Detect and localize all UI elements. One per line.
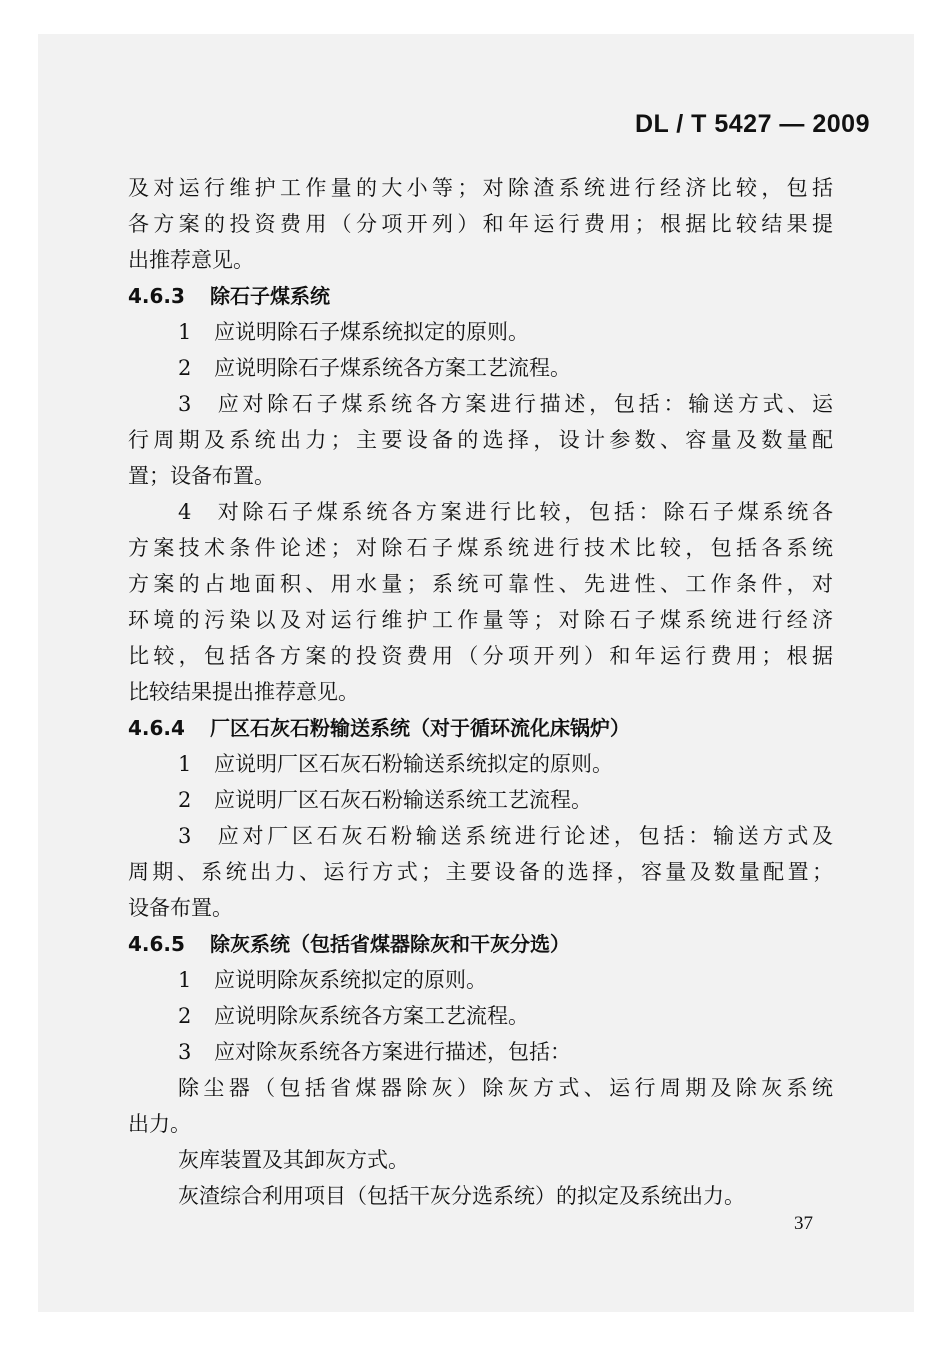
item-number: 3 bbox=[178, 392, 192, 416]
paragraph-line: 灰渣综合利用项目（包括干灰分选系统）的拟定及系统出力。 bbox=[178, 1184, 745, 1208]
list-item bbox=[128, 350, 833, 386]
paragraph-line: 除尘器（包括省煤器除灰）除灰方式、运行周期及除灰系统 bbox=[178, 1076, 833, 1100]
section-number: 4.6.4 bbox=[128, 716, 185, 740]
item-text: 应说明除石子煤系统各方案工艺流程。 bbox=[214, 356, 571, 380]
item-number: 1 bbox=[178, 752, 192, 776]
paragraph-line: 比较，包括各方案的投资费用（分项开列）和年运行费用；根据 bbox=[128, 644, 833, 668]
item-text: 对除石子煤系统各方案进行比较，包括：除石子煤系统各 bbox=[214, 500, 833, 524]
item-number: 4 bbox=[178, 500, 192, 524]
paragraph-line: 出力。 bbox=[128, 1112, 191, 1136]
list-item bbox=[128, 782, 833, 818]
paragraph-line: 及对运行维护工作量的大小等；对除渣系统进行经济比较，包括 bbox=[128, 176, 833, 200]
item-number: 2 bbox=[178, 788, 192, 812]
item-text: 应对厂区石灰石粉输送系统进行论述，包括：输送方式及 bbox=[214, 824, 833, 848]
list-item bbox=[128, 818, 833, 854]
list-item bbox=[128, 746, 833, 782]
page-content bbox=[128, 170, 833, 1214]
item-text: 应说明除石子煤系统拟定的原则。 bbox=[214, 320, 529, 344]
item-text: 应对除石子煤系统各方案进行描述，包括：输送方式、运 bbox=[214, 392, 833, 416]
item-number: 2 bbox=[178, 1004, 192, 1028]
paragraph-line: 方案的占地面积、用水量；系统可靠性、先进性、工作条件，对 bbox=[128, 572, 833, 596]
standard-code: DL / T 5427 — 2009 bbox=[634, 110, 870, 138]
paragraph-line: 出推荐意见。 bbox=[128, 248, 254, 272]
paragraph-line: 周期、系统出力、运行方式；主要设备的选择，容量及数量配置； bbox=[128, 860, 833, 884]
section-title: 除石子煤系统 bbox=[210, 284, 330, 308]
paragraph-line: 行周期及系统出力；主要设备的选择，设计参数、容量及数量配 bbox=[128, 428, 833, 452]
item-text: 应对除灰系统各方案进行描述，包括： bbox=[214, 1040, 571, 1064]
section-title: 厂区石灰石粉输送系统（对于循环流化床锅炉） bbox=[210, 716, 630, 740]
item-number: 2 bbox=[178, 356, 192, 380]
section-title: 除灰系统（包括省煤器除灰和干灰分选） bbox=[210, 932, 570, 956]
page-number: 37 bbox=[794, 1213, 813, 1234]
paragraph-line: 环境的污染以及对运行维护工作量等；对除石子煤系统进行经济 bbox=[128, 608, 833, 632]
list-item bbox=[128, 314, 833, 350]
list-item bbox=[128, 962, 833, 998]
item-number: 3 bbox=[178, 824, 192, 848]
list-item bbox=[128, 998, 833, 1034]
item-text: 应说明除灰系统拟定的原则。 bbox=[214, 968, 487, 992]
item-number: 1 bbox=[178, 320, 192, 344]
paragraph-line: 置；设备布置。 bbox=[128, 464, 275, 488]
item-number: 1 bbox=[178, 968, 192, 992]
section-number: 4.6.3 bbox=[128, 284, 185, 308]
paragraph-line: 各方案的投资费用（分项开列）和年运行费用；根据比较结果提 bbox=[128, 212, 833, 236]
paragraph-line: 灰库装置及其卸灰方式。 bbox=[178, 1148, 409, 1172]
list-item bbox=[128, 1034, 833, 1070]
list-item bbox=[128, 386, 833, 422]
paragraph-line: 方案技术条件论述；对除石子煤系统进行技术比较，包括各系统 bbox=[128, 536, 833, 560]
section-number: 4.6.5 bbox=[128, 932, 185, 956]
item-text: 应说明除灰系统各方案工艺流程。 bbox=[214, 1004, 529, 1028]
paragraph-line: 设备布置。 bbox=[128, 896, 233, 920]
list-item bbox=[128, 494, 833, 530]
section-heading-4-6-3 bbox=[128, 278, 833, 314]
paragraph-line: 比较结果提出推荐意见。 bbox=[128, 680, 359, 704]
section-heading-4-6-5 bbox=[128, 926, 833, 962]
item-text: 应说明厂区石灰石粉输送系统拟定的原则。 bbox=[214, 752, 613, 776]
section-heading-4-6-4 bbox=[128, 710, 833, 746]
item-text: 应说明厂区石灰石粉输送系统工艺流程。 bbox=[214, 788, 592, 812]
item-number: 3 bbox=[178, 1040, 192, 1064]
